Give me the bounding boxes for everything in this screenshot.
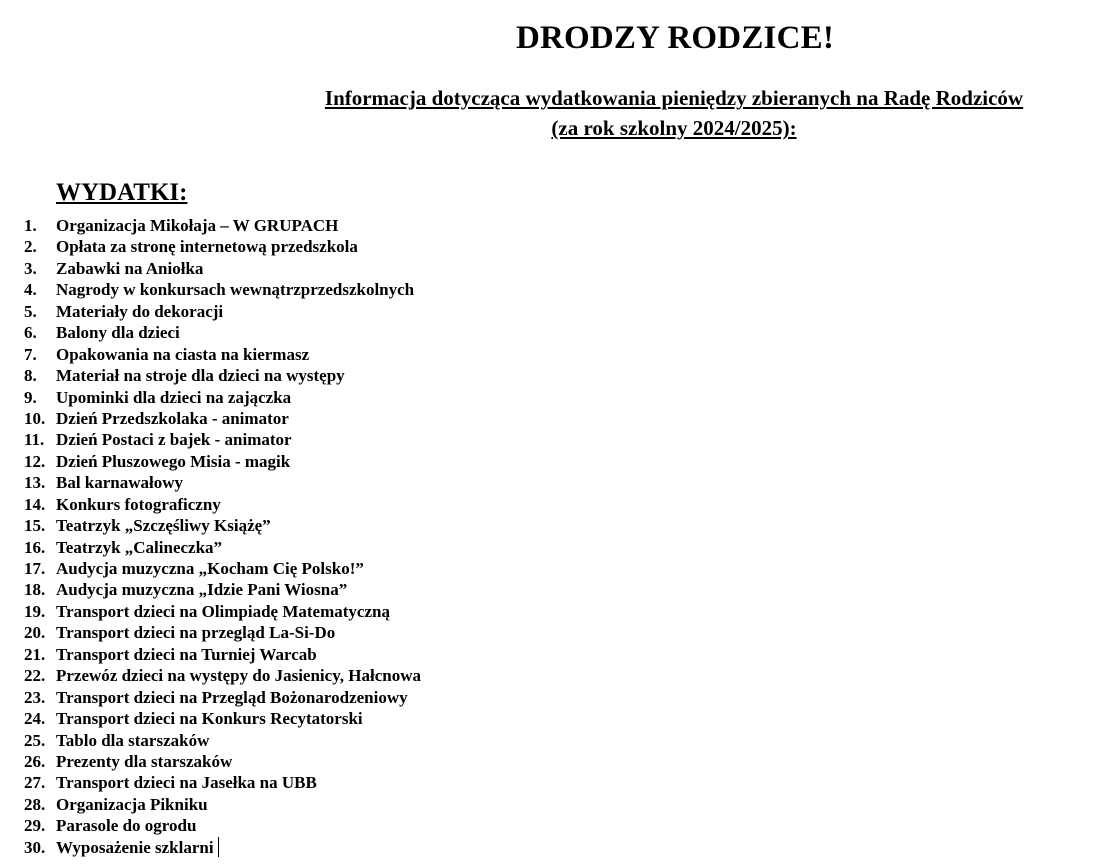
expense-number: 25. bbox=[24, 730, 46, 750]
expense-text bbox=[56, 772, 317, 793]
expense-text bbox=[56, 601, 390, 622]
expense-text bbox=[56, 408, 289, 429]
expense-number: 13. bbox=[24, 473, 46, 493]
expense-number: 4. bbox=[24, 280, 37, 300]
expense-number: 29. bbox=[24, 816, 46, 836]
expense-text-value: Parasole do ogrodu bbox=[56, 816, 197, 836]
expense-text-value: Audycja muzyczna „Kocham Cię Polsko!” bbox=[56, 559, 364, 578]
expense-item bbox=[0, 408, 700, 429]
expense-number: 17. bbox=[24, 559, 46, 578]
expense-item bbox=[0, 494, 700, 515]
expense-item bbox=[0, 387, 700, 408]
expense-text bbox=[56, 387, 291, 408]
expense-text-value: Bal karnawałowy bbox=[56, 473, 184, 493]
expense-number: 12. bbox=[24, 451, 46, 471]
expense-text-value: Transport dzieci na Olimpiadę Matematyczną bbox=[56, 601, 390, 621]
expense-number: 28. bbox=[24, 794, 46, 814]
expense-item bbox=[0, 472, 700, 493]
expense-text-value: Dzień Przedszkolaka - animator bbox=[56, 408, 289, 428]
expense-text bbox=[56, 537, 222, 558]
expense-text bbox=[56, 622, 335, 643]
expense-text-value: Teatrzyk „Szczęśliwy Książę” bbox=[56, 516, 271, 536]
expense-number: 21. bbox=[24, 644, 46, 664]
expense-number: 30. bbox=[24, 837, 46, 857]
expense-item bbox=[0, 644, 700, 665]
expense-text-value: Nagrody w konkursach wewnątrzprzedszkolnych bbox=[56, 280, 415, 300]
expense-number: 7. bbox=[24, 344, 37, 364]
expense-number: 19. bbox=[24, 601, 46, 621]
expense-number: 9. bbox=[24, 387, 37, 407]
expense-text bbox=[56, 322, 180, 343]
expense-item bbox=[0, 794, 700, 815]
expense-item bbox=[0, 665, 700, 686]
expense-item bbox=[0, 279, 700, 300]
expense-text-value: Balony dla dzieci bbox=[56, 323, 180, 343]
expense-text bbox=[56, 236, 358, 257]
expense-number: 27. bbox=[24, 773, 46, 793]
expense-item bbox=[0, 236, 700, 257]
expense-text-value: Audycja muzyczna „Idzie Pani Wiosna” bbox=[56, 580, 348, 600]
expense-item bbox=[0, 515, 700, 536]
expense-text bbox=[56, 301, 223, 322]
expense-text bbox=[56, 515, 271, 536]
expense-text-value: Dzień Postaci z bajek - animator bbox=[56, 430, 292, 450]
expense-number: 22. bbox=[24, 666, 46, 686]
expense-text-value: Organizacja Mikołaja – W GRUPACH bbox=[56, 216, 339, 235]
expense-text bbox=[56, 837, 219, 858]
expense-item bbox=[0, 687, 700, 708]
expense-item bbox=[0, 837, 700, 858]
expense-number: 3. bbox=[24, 258, 37, 278]
expense-text bbox=[56, 258, 203, 279]
expense-item bbox=[0, 730, 700, 751]
expense-text-value: Prezenty dla starszaków bbox=[56, 751, 233, 771]
expense-number: 16. bbox=[24, 537, 46, 557]
expense-item bbox=[0, 365, 700, 386]
expense-item bbox=[0, 322, 700, 343]
expense-text-value: Konkurs fotograficzny bbox=[56, 494, 221, 514]
expense-item bbox=[0, 429, 700, 450]
expense-text bbox=[56, 687, 408, 708]
expense-item bbox=[0, 558, 700, 579]
expense-number: 20. bbox=[24, 623, 46, 643]
expense-text bbox=[56, 794, 208, 815]
expense-text bbox=[56, 708, 363, 729]
expense-text bbox=[56, 644, 317, 665]
expense-number: 11. bbox=[24, 430, 45, 450]
expense-list bbox=[0, 215, 700, 858]
expense-text-value: Transport dzieci na Jasełka na UBB bbox=[56, 773, 317, 793]
expense-text-value: Transport dzieci na Konkurs Recytatorski bbox=[56, 709, 363, 729]
expense-text-value: Transport dzieci na przegląd La-Si-Do bbox=[56, 623, 336, 643]
expense-number: 23. bbox=[24, 687, 46, 707]
expense-number: 6. bbox=[24, 323, 37, 343]
expense-text-value: Przewóz dzieci na występy do Jasienicy, Hałcnowa bbox=[56, 666, 421, 686]
expense-item bbox=[0, 301, 700, 322]
expense-text bbox=[56, 730, 209, 751]
expense-number: 10. bbox=[24, 408, 46, 428]
expense-item bbox=[0, 622, 700, 643]
expense-text bbox=[56, 494, 221, 515]
expense-text-value: Transport dzieci na Przegląd Bożonarodzeniowy bbox=[56, 687, 408, 707]
expense-number: 15. bbox=[24, 516, 46, 536]
expense-text-value: Tablo dla starszaków bbox=[56, 730, 210, 750]
expense-text-value: Materiał na stroje dla dzieci na występy bbox=[56, 366, 345, 386]
expense-text bbox=[56, 215, 338, 236]
expense-item bbox=[0, 537, 700, 558]
expense-item bbox=[0, 815, 700, 836]
expense-text-value: Opakowania na ciasta na kiermasz bbox=[56, 344, 310, 364]
subtitle-line-1: Informacja dotycząca wydatkowania pieniędzy zbieranych na Radę Rodziców bbox=[324, 86, 1024, 110]
subtitle-line-2: (za rok szkolny 2024/2025): bbox=[551, 116, 797, 140]
expense-text-value: Materiały do dekoracji bbox=[56, 301, 224, 321]
expense-text-value: Organizacja Pikniku bbox=[56, 794, 208, 814]
expense-item bbox=[0, 579, 700, 600]
expense-text-value: Opłata za stronę internetową przedszkola bbox=[56, 237, 358, 257]
expense-number: 1. bbox=[24, 216, 37, 235]
expense-item bbox=[0, 772, 700, 793]
expense-text bbox=[56, 665, 421, 686]
expense-item bbox=[0, 451, 700, 472]
page-title: DRODZY RODZICE! bbox=[515, 20, 835, 56]
expense-number: 14. bbox=[24, 494, 46, 514]
expense-item bbox=[0, 601, 700, 622]
expense-text bbox=[56, 279, 414, 300]
expense-text-value: Upominki dla dzieci na zajączka bbox=[56, 387, 292, 407]
expense-text-value: Teatrzyk „Calineczka” bbox=[56, 537, 223, 557]
expense-item bbox=[0, 258, 700, 279]
expense-text-value: Wyposażenie szklarni bbox=[56, 837, 214, 857]
expense-number: 18. bbox=[24, 580, 46, 600]
expense-text-value: Transport dzieci na Turniej Warcab bbox=[56, 644, 317, 664]
expense-text bbox=[56, 558, 364, 579]
expense-text bbox=[56, 429, 292, 450]
expense-item bbox=[0, 708, 700, 729]
section-heading-expenses: WYDATKI: bbox=[56, 179, 188, 206]
expense-item bbox=[0, 215, 700, 236]
text-cursor bbox=[218, 837, 219, 857]
expense-item bbox=[0, 751, 700, 772]
expense-text bbox=[56, 815, 196, 836]
expense-text bbox=[56, 344, 309, 365]
expense-text bbox=[56, 451, 290, 472]
expense-text-value: Zabawki na Aniołka bbox=[56, 258, 204, 278]
expense-item bbox=[0, 344, 700, 365]
expense-number: 24. bbox=[24, 709, 46, 729]
expense-number: 26. bbox=[24, 751, 46, 771]
expense-text bbox=[56, 579, 347, 600]
expense-text bbox=[56, 472, 183, 493]
expense-text bbox=[56, 751, 232, 772]
expense-number: 2. bbox=[24, 237, 37, 257]
expense-text bbox=[56, 365, 345, 386]
expense-text-value: Dzień Pluszowego Misia - magik bbox=[56, 451, 291, 471]
expense-number: 8. bbox=[24, 366, 37, 386]
expense-number: 5. bbox=[24, 301, 37, 321]
